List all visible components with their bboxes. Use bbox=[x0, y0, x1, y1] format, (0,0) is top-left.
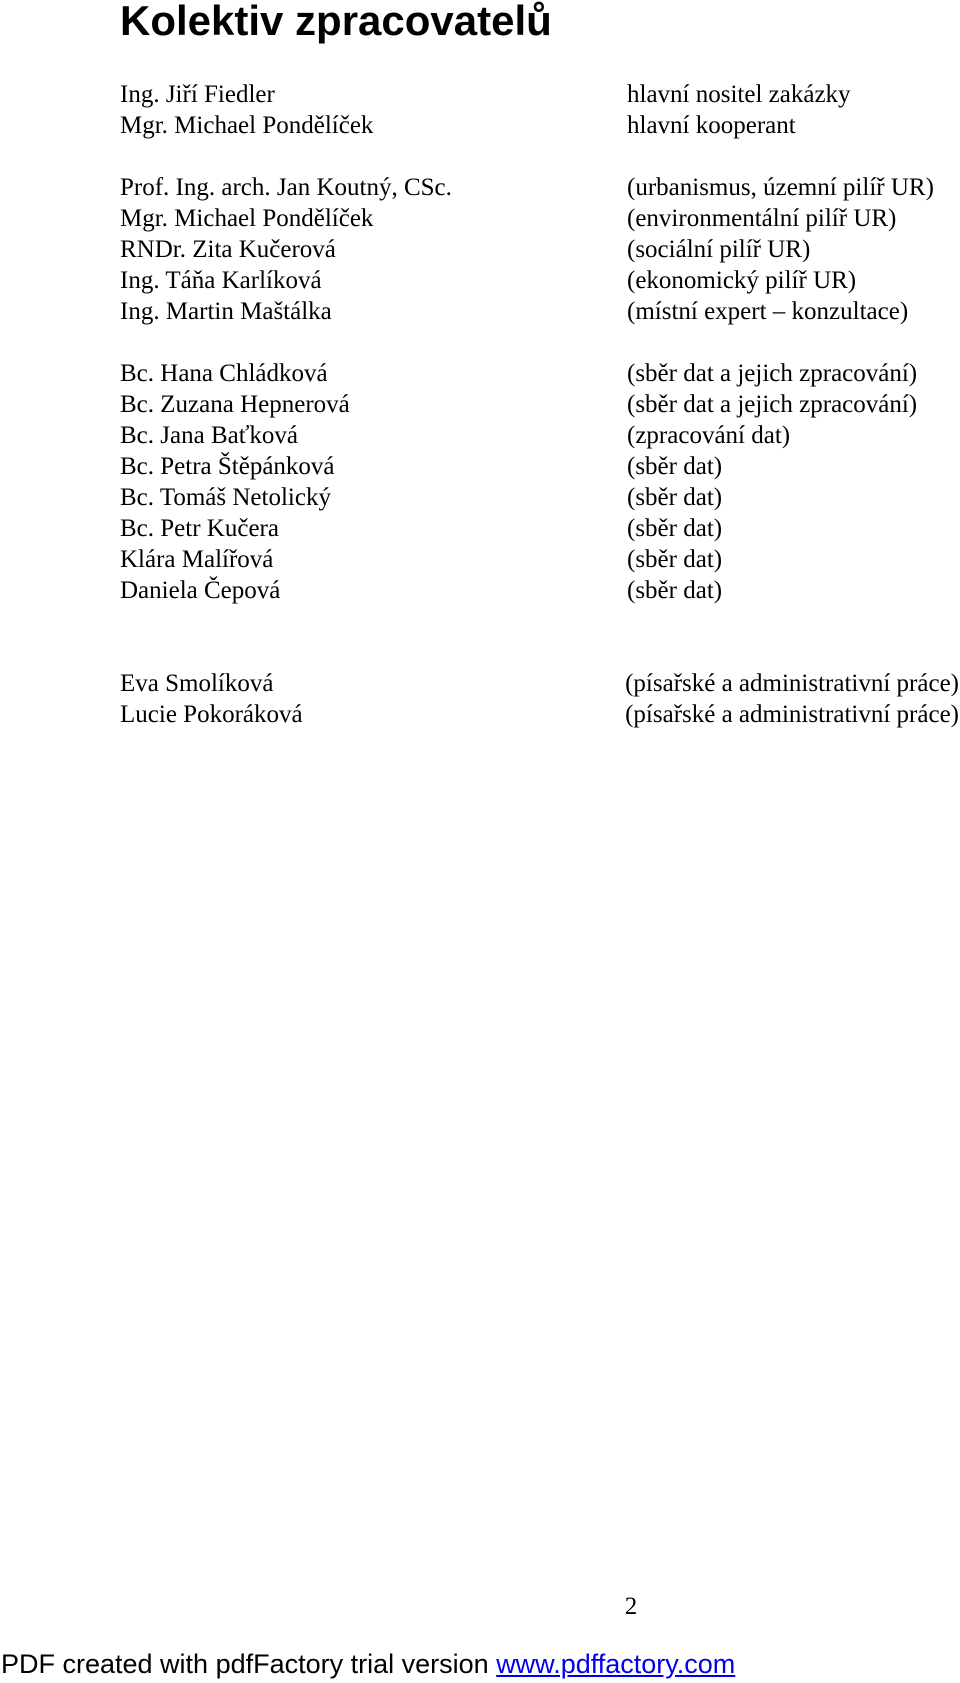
member-name: Prof. Ing. arch. Jan Koutný, CSc. bbox=[120, 174, 452, 201]
member-role: hlavní nositel zakázky bbox=[627, 81, 851, 108]
member-role: (písařské a administrativní práce) bbox=[625, 701, 959, 728]
member-role: (sběr dat a jejich zpracování) bbox=[627, 360, 918, 387]
team-row bbox=[0, 699, 960, 730]
member-name: Lucie Pokoráková bbox=[120, 701, 303, 728]
team-row bbox=[0, 668, 960, 699]
member-name: Ing. Jiří Fiedler bbox=[120, 81, 275, 108]
member-role: (urbanismus, územní pilíř UR) bbox=[627, 174, 934, 201]
member-name: Mgr. Michael Pondělíček bbox=[120, 112, 374, 139]
member-name: Bc. Jana Baťková bbox=[120, 422, 298, 449]
member-name: Bc. Zuzana Hepnerová bbox=[120, 391, 350, 418]
team-row bbox=[0, 451, 960, 482]
team-row bbox=[0, 389, 960, 420]
member-name: Mgr. Michael Pondělíček bbox=[120, 205, 374, 232]
member-name: Eva Smolíková bbox=[120, 670, 274, 697]
member-name: Klára Malířová bbox=[120, 546, 274, 573]
member-role: (sběr dat) bbox=[627, 515, 723, 542]
member-role: (environmentální pilíř UR) bbox=[627, 205, 897, 232]
member-name: Daniela Čepová bbox=[120, 577, 281, 604]
member-role: (sběr dat a jejich zpracování) bbox=[627, 391, 918, 418]
member-role: (ekonomický pilíř UR) bbox=[627, 267, 857, 294]
member-role: hlavní kooperant bbox=[627, 112, 796, 139]
team-row bbox=[0, 420, 960, 451]
member-role: (sběr dat) bbox=[627, 453, 723, 480]
team-row bbox=[0, 265, 960, 296]
team-row bbox=[0, 544, 960, 575]
member-role: (sběr dat) bbox=[627, 484, 723, 511]
team-row bbox=[0, 296, 960, 327]
member-name: Bc. Tomáš Netolický bbox=[120, 484, 331, 511]
page-number: 2 bbox=[624, 1593, 638, 1620]
member-role: (sběr dat) bbox=[627, 546, 723, 573]
team-row bbox=[0, 482, 960, 513]
team-row bbox=[0, 172, 960, 203]
member-name: Ing. Martin Maštálka bbox=[120, 298, 332, 325]
member-role: (místní expert – konzultace) bbox=[627, 298, 909, 325]
member-name: Bc. Hana Chládková bbox=[120, 360, 328, 387]
member-role: (sběr dat) bbox=[627, 577, 723, 604]
team-row bbox=[0, 234, 960, 265]
member-name: Bc. Petr Kučera bbox=[120, 515, 279, 542]
footer-text: PDF created with pdfFactory trial version bbox=[1, 1649, 497, 1679]
team-row bbox=[0, 203, 960, 234]
member-name: Bc. Petra Štěpánková bbox=[120, 453, 335, 480]
team-row bbox=[0, 79, 960, 110]
page-title: Kolektiv zpracovatelů bbox=[120, 0, 552, 44]
member-role: (zpracování dat) bbox=[627, 422, 791, 449]
member-name: Ing. Táňa Karlíková bbox=[120, 267, 322, 294]
pdffactory-link[interactable]: www.pdffactory.com bbox=[496, 1649, 736, 1679]
member-name: RNDr. Zita Kučerová bbox=[120, 236, 336, 263]
member-role: (písařské a administrativní práce) bbox=[625, 670, 959, 697]
team-row bbox=[0, 513, 960, 544]
team-row bbox=[0, 575, 960, 606]
team-row bbox=[0, 358, 960, 389]
pdf-footer bbox=[1, 1647, 735, 1681]
team-row bbox=[0, 110, 960, 141]
member-role: (sociální pilíř UR) bbox=[627, 236, 811, 263]
